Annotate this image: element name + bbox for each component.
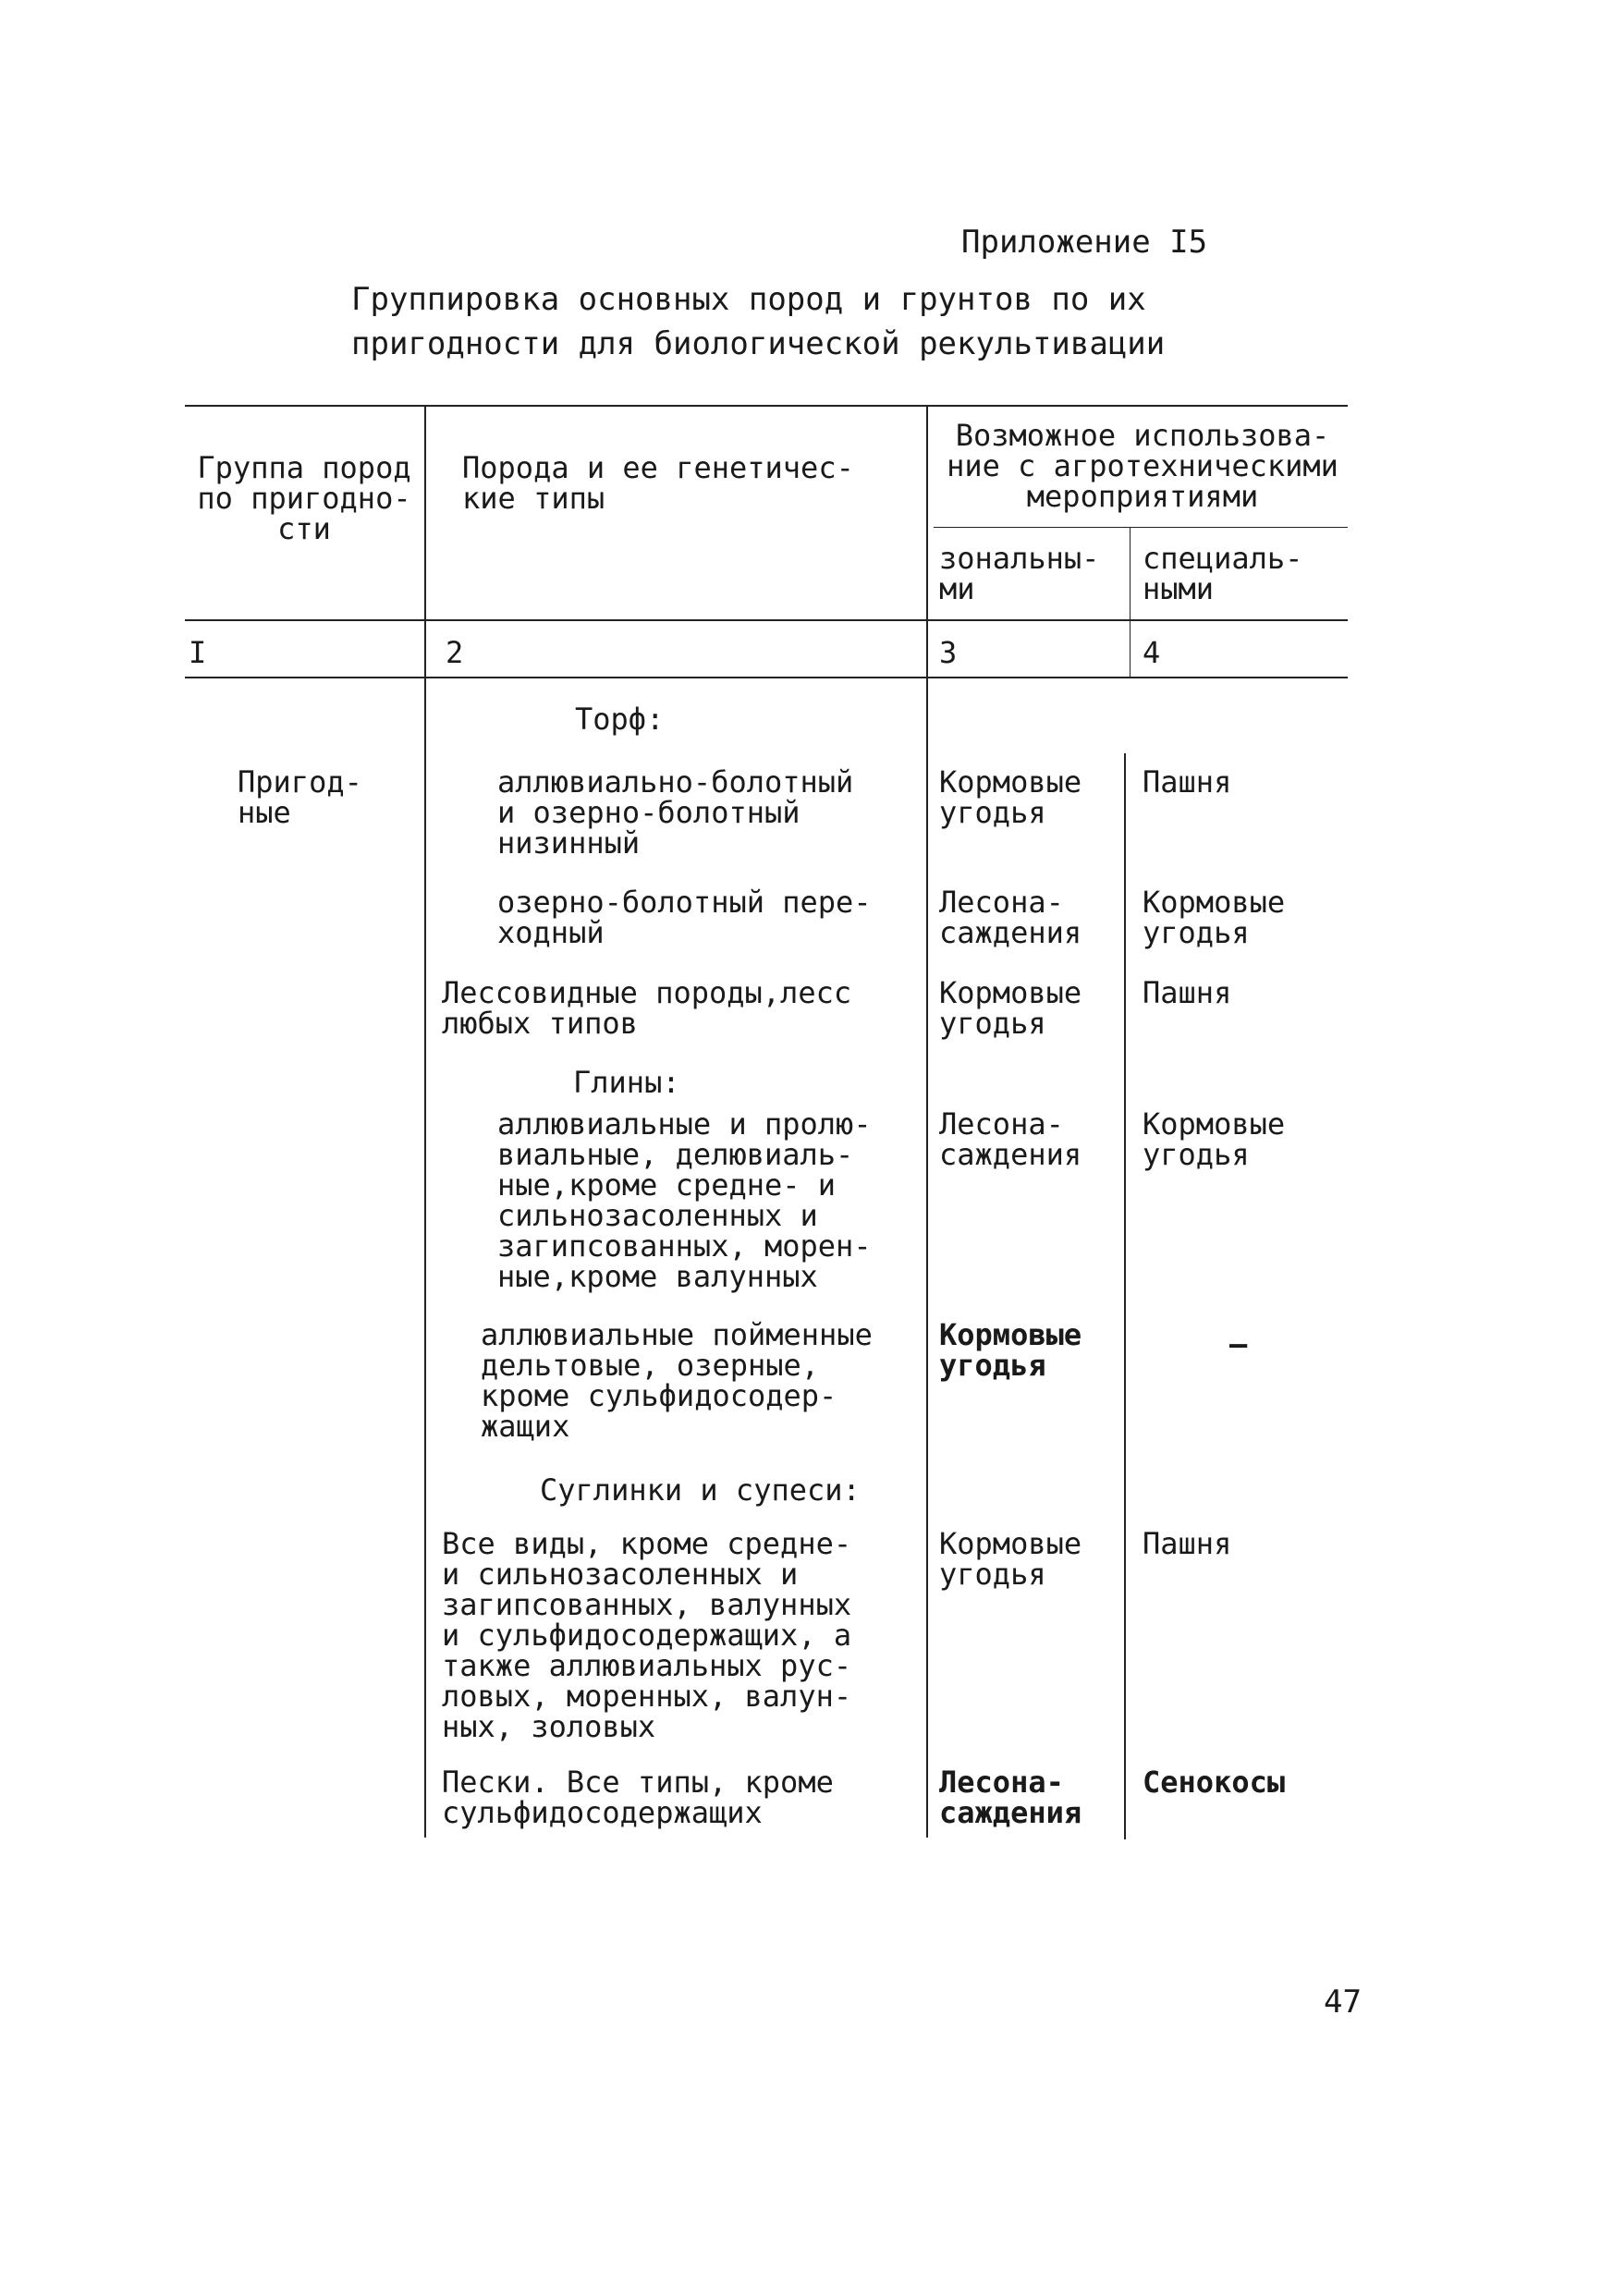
table-top-rule	[185, 405, 1348, 407]
appendix-label: Приложение I5	[961, 224, 1208, 261]
table-row-special: Кормовые угодья	[1143, 1106, 1286, 1172]
section-peat: Торф:	[575, 702, 665, 737]
table-row-zonal: Кормовые угодья	[939, 975, 1082, 1041]
table-row-special: Пашня	[1143, 1526, 1232, 1561]
table-row-special: Кормовые угодья	[1143, 885, 1286, 950]
column-number-4: 4	[1143, 635, 1161, 670]
table-title-line-1: Группировка основных пород и грунтов по их	[351, 281, 1146, 318]
header-zonal: зональны- ми	[939, 541, 1100, 606]
column-divider-1	[424, 405, 426, 1838]
table-row-special: Пашня	[1143, 764, 1232, 800]
column-number-1: I	[189, 635, 207, 670]
page-number: 47	[1324, 1984, 1362, 2021]
header-bottom-rule	[185, 619, 1348, 621]
table-row-rock: озерно-болотный пере- ходный	[497, 885, 872, 950]
header-usage: Возможное использова- ние с агротехническими мероприятиями	[947, 418, 1338, 514]
table-title-line-2: пригодности для биологической рекультивации	[351, 325, 1166, 362]
table-row-zonal: Лесона- саждения	[939, 1765, 1082, 1830]
table-row-rock: аллювиальные и пролю- виальные, делювиаль- ные,кроме средне- и сильнозасоленных и загипсованных, морен- ные,кроме валунных	[497, 1106, 872, 1294]
table-row-zonal: Кормовые угодья	[939, 764, 1082, 830]
table-row-special: Сенокосы	[1143, 1765, 1286, 1800]
column-number-2: 2	[446, 635, 464, 670]
column-number-rule	[185, 677, 1348, 678]
table-row-rock: аллювиально-болотный и озерно-болотный низинный	[497, 764, 854, 861]
table-row-zonal: Кормовые угодья	[939, 1317, 1082, 1383]
column-number-3: 3	[939, 635, 958, 670]
table-row-zonal: Лесона- саждения	[939, 1106, 1082, 1172]
subheader-rule	[934, 527, 1348, 528]
table-row-rock: Пески. Все типы, кроме сульфидосодержащих	[442, 1765, 834, 1830]
header-group: Группа пород по пригодно- сти	[197, 450, 411, 546]
column-divider-3	[1124, 753, 1126, 1839]
column-divider-2	[926, 405, 928, 1838]
table-row-zonal: Кормовые угодья	[939, 1526, 1082, 1592]
table-row-rock: Лессовидные породы,лесс любых типов	[442, 975, 852, 1041]
header-rock: Порода и ее генетичес- кие типы	[462, 450, 854, 516]
table-row-special: –	[1229, 1326, 1248, 1362]
table-row-zonal: Лесона- саждения	[939, 885, 1082, 950]
table-row-rock: аллювиальные пойменные дельтовые, озерные, кроме сульфидосодер- жащих	[481, 1317, 873, 1444]
header-special: специаль- ными	[1143, 541, 1303, 606]
table-row-rock: Все виды, кроме средне- и сильнозасоленных и загипсованных, валунных и сульфидосодержащих, а также аллювиальных рус- ловых, моренных, валун- ных, золовых	[442, 1526, 852, 1744]
section-clays: Глины:	[573, 1065, 680, 1100]
table-row-special: Пашня	[1143, 975, 1232, 1010]
section-loams: Суглинки и супеси:	[540, 1472, 861, 1508]
group-suitable: Пригод- ные	[238, 764, 362, 830]
